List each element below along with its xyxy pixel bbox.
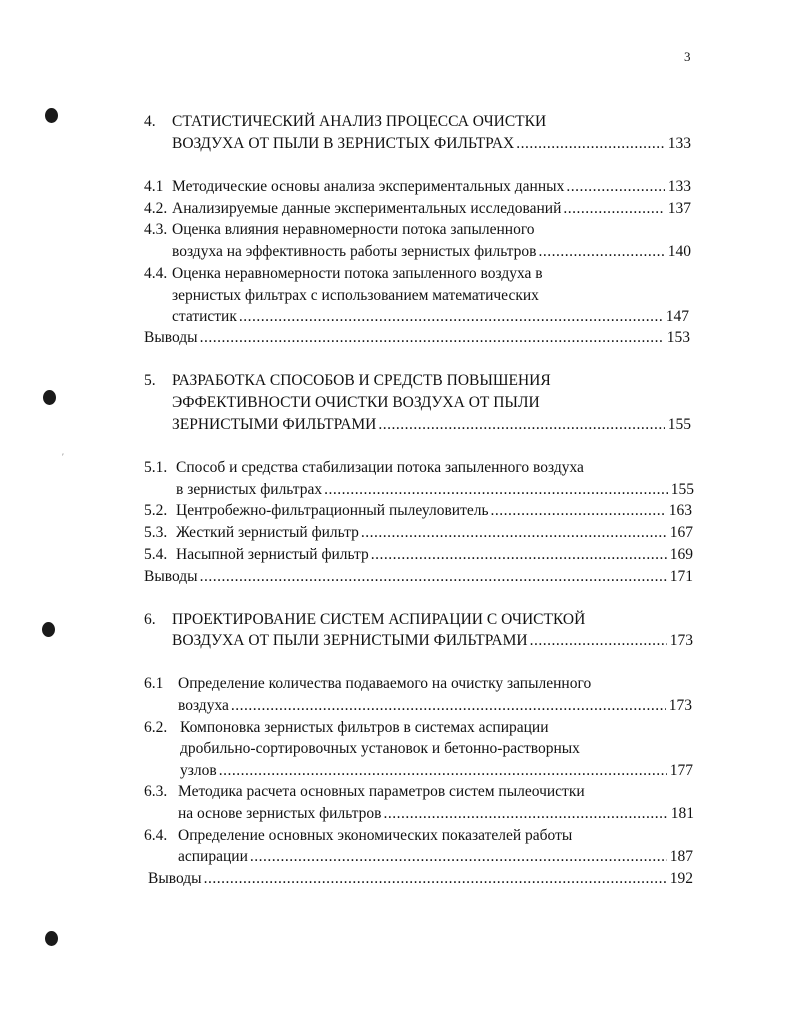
chapter-number: 4. bbox=[144, 113, 156, 130]
toc-row bbox=[144, 544, 693, 566]
section-number: 4.3. bbox=[144, 221, 168, 238]
page-ref: 133 bbox=[667, 178, 691, 195]
section-title: узлов bbox=[180, 762, 217, 779]
chapter-title: ВОЗДУХА ОТ ПЫЛИ ЗЕРНИСТЫМИ ФИЛЬТРАМИ bbox=[172, 632, 528, 649]
section-number: 6.1 bbox=[144, 675, 164, 692]
leader-dots bbox=[371, 544, 667, 566]
page-ref: 173 bbox=[668, 697, 692, 714]
toc-row bbox=[148, 868, 693, 890]
chapter-title: ПРОЕКТИРОВАНИЕ СИСТЕМ АСПИРАЦИИ С ОЧИСТКОЙ bbox=[172, 611, 586, 628]
page-number: 3 bbox=[684, 49, 691, 64]
page-ref: 171 bbox=[669, 568, 693, 585]
leader-dots bbox=[491, 500, 666, 522]
section-number: 5.4. bbox=[144, 546, 168, 563]
section-number: 6.2. bbox=[144, 719, 168, 736]
section-title: Определение основных экономических показателей работы bbox=[178, 827, 573, 844]
leader-dots bbox=[516, 133, 665, 155]
leader-dots bbox=[200, 327, 664, 349]
leader-dots bbox=[204, 868, 667, 890]
toc-row bbox=[178, 803, 694, 825]
toc-row bbox=[176, 479, 694, 501]
conclusions-label: Выводы bbox=[144, 568, 198, 585]
page-ref: 155 bbox=[670, 481, 694, 498]
leader-dots bbox=[383, 803, 667, 825]
section-title: воздуха на эффективность работы зернистых фильтров bbox=[172, 243, 537, 260]
toc-row bbox=[172, 306, 689, 328]
chapter-title: СТАТИСТИЧЕСКИЙ АНАЛИЗ ПРОЦЕССА ОЧИСТКИ bbox=[172, 113, 547, 130]
chapter-title: РАЗРАБОТКА СПОСОБОВ И СРЕДСТВ ПОВЫШЕНИЯ bbox=[172, 372, 551, 389]
page-ref: 133 bbox=[667, 135, 691, 152]
toc-row bbox=[144, 500, 692, 522]
chapter-number: 6. bbox=[144, 611, 156, 628]
section-title: Оценка неравномерности потока запыленного воздуха в bbox=[172, 265, 543, 282]
chapter-title: ЗЕРНИСТЫМИ ФИЛЬТРАМИ bbox=[172, 416, 377, 433]
conclusions-label: Выводы bbox=[148, 870, 202, 887]
page-ref: 155 bbox=[667, 416, 691, 433]
section-title: статистик bbox=[172, 308, 237, 325]
page-ref: 167 bbox=[669, 524, 693, 541]
toc-row bbox=[180, 760, 693, 782]
section-title: Жесткий зернистый фильтр bbox=[176, 524, 359, 541]
toc-row bbox=[172, 241, 691, 263]
scan-mark: ′ bbox=[62, 452, 64, 462]
toc-row bbox=[144, 566, 693, 588]
page-ref: 173 bbox=[669, 632, 693, 649]
section-title: Методические основы анализа экспериментальных данных bbox=[172, 178, 565, 195]
page-ref: 153 bbox=[666, 329, 690, 346]
section-title: Насыпной зернистый фильтр bbox=[176, 546, 369, 563]
section-number: 5.1. bbox=[144, 459, 168, 476]
section-title: дробильно-сортировочных установок и бетонно-растворных bbox=[180, 740, 580, 757]
page-ref: 163 bbox=[668, 502, 692, 519]
section-number: 5.2. bbox=[144, 502, 168, 519]
leader-dots bbox=[231, 695, 666, 717]
leader-dots bbox=[200, 566, 667, 588]
section-title: в зернистых фильтрах bbox=[176, 481, 323, 498]
section-number: 4.2. bbox=[144, 200, 168, 217]
page-ref: 177 bbox=[669, 762, 693, 779]
section-title: на основе зернистых фильтров bbox=[178, 805, 382, 822]
section-title: аспирации bbox=[178, 848, 248, 865]
toc-row bbox=[144, 327, 690, 349]
toc-row bbox=[172, 414, 691, 436]
leader-dots bbox=[563, 198, 664, 220]
page-ref: 140 bbox=[667, 243, 691, 260]
section-title: воздуха bbox=[178, 697, 229, 714]
toc-row bbox=[144, 522, 693, 544]
page-ref: 181 bbox=[670, 805, 694, 822]
toc-row bbox=[172, 133, 691, 155]
section-title: Анализируемые данные экспериментальных исследований bbox=[172, 200, 562, 217]
leader-dots bbox=[378, 414, 664, 436]
leader-dots bbox=[538, 241, 664, 263]
section-title: Способ и средства стабилизации потока запыленного воздуха bbox=[176, 459, 584, 476]
leader-dots bbox=[324, 479, 668, 501]
toc-row bbox=[144, 198, 691, 220]
page-ref: 147 bbox=[665, 308, 689, 325]
leader-dots bbox=[361, 522, 667, 544]
leader-dots bbox=[219, 760, 667, 782]
chapter-number: 5. bbox=[144, 372, 156, 389]
leader-dots bbox=[566, 176, 664, 198]
page-ref: 187 bbox=[669, 848, 693, 865]
page-ref: 137 bbox=[667, 200, 691, 217]
page-ref: 192 bbox=[669, 870, 693, 887]
toc-row bbox=[172, 630, 693, 652]
section-title: Методика расчета основных параметров систем пылеочистки bbox=[178, 783, 585, 800]
toc-row bbox=[144, 176, 691, 198]
section-number: 6.4. bbox=[144, 827, 168, 844]
section-title: Центробежно-фильтрационный пылеуловитель bbox=[176, 502, 489, 519]
leader-dots bbox=[239, 306, 663, 328]
section-number: 6.3. bbox=[144, 783, 168, 800]
section-title: Компоновка зернистых фильтров в системах аспирации bbox=[180, 719, 549, 736]
toc-row bbox=[178, 846, 693, 868]
page-ref: 169 bbox=[669, 546, 693, 563]
section-number: 4.4. bbox=[144, 265, 168, 282]
chapter-title: ЭФФЕКТИВНОСТИ ОЧИСТКИ ВОЗДУХА ОТ ПЫЛИ bbox=[172, 394, 540, 411]
toc-row bbox=[178, 695, 692, 717]
section-number: 4.1 bbox=[144, 178, 164, 195]
leader-dots bbox=[530, 630, 667, 652]
chapter-title: ВОЗДУХА ОТ ПЫЛИ В ЗЕРНИСТЫХ ФИЛЬТРАХ bbox=[172, 135, 515, 152]
section-title: Оценка влияния неравномерности потока запыленного bbox=[172, 221, 535, 238]
section-title: Определение количества подаваемого на очистку запыленного bbox=[178, 675, 592, 692]
section-number: 5.3. bbox=[144, 524, 168, 541]
section-title: зернистых фильтрах с использованием математических bbox=[172, 287, 539, 304]
leader-dots bbox=[250, 846, 667, 868]
conclusions-label: Выводы bbox=[144, 329, 198, 346]
